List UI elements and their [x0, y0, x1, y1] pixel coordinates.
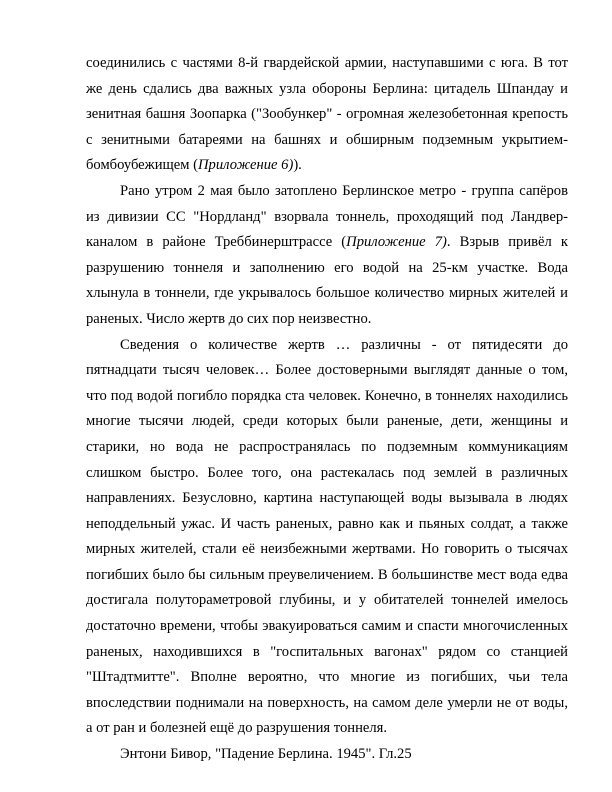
document-page — [86, 51, 568, 768]
source-citation: Энтони Бивор, "Падение Берлина. 1945". Гл.25 — [120, 746, 412, 763]
paragraph-casualties: Сведения о количестве жертв … различны - от пятидесяти до пятнадцати тысяч человек… Более достоверными выглядят данные о том, что под водой погибло порядка ста человек. Конечно, в тоннелях находились многие тысячи людей, среди которых были раненые, дети, женщины и старики, но вода не распространялась по подземным коммуникациям слишком быстро. Более того, она растекалась под землей в различных направлениях. Безусловно, картина наступающей воды вызывала в людях неподдельный ужас. И часть раненых, равно как и пьяных солдат, а также мирных жителей, стали её неизбежными жертвами. Но говорить о тысячах погибших было бы сильным преувеличением. В большинстве мест вода едва достигала полутораметровой глубины, и у обитателей тоннелей имелось достаточно времени, чтобы эвакуироваться самим и спасти многочисленных раненых, находившихся в "госпитальных вагонах" рядом со станцией "Штадтмитте". Вполне вероятно, что многие из погибших, чьи тела впоследствии поднимали на поверхность, на самом деле умерли не от воды, а от ран и болезней ещё до разрушения тоннеля. — [86, 336, 568, 737]
paragraph-metro-flooding — [86, 179, 568, 333]
paragraph-text: ). — [293, 157, 302, 174]
appendix-reference: Приложение 7) — [346, 234, 447, 251]
paragraph-text: соединились с частями 8-й гвардейской армии, наступавшими с юга. В тот же день сдались два важных узла обороны Берлина: цитадель Шпандау и зенитная башня Зоопарка ("Зообункер" - огромная железобетонная крепость с зенитными батареями на башнях и обширным подземным укрытием-бомбоубежищем ( — [86, 55, 568, 174]
paragraph-zoobunker — [86, 51, 568, 179]
paragraph-text: Рано утром 2 мая было затоплено Берлинское метро - группа сапёров из дивизии СС "Нордланд" взорвала тоннель, проходящий под Ландвер-каналом в районе Треббинерштрассе ( — [86, 182, 568, 251]
appendix-reference: Приложение 6) — [198, 157, 294, 174]
paragraph-text: . Взрыв привёл к разрушению тоннеля и заполнению его водой на 25-км участке. Вода хлынула в тоннели, где укрывалось большое количество мирных жителей и раненых. Число жертв до сих пор неизвестно. — [86, 234, 568, 327]
